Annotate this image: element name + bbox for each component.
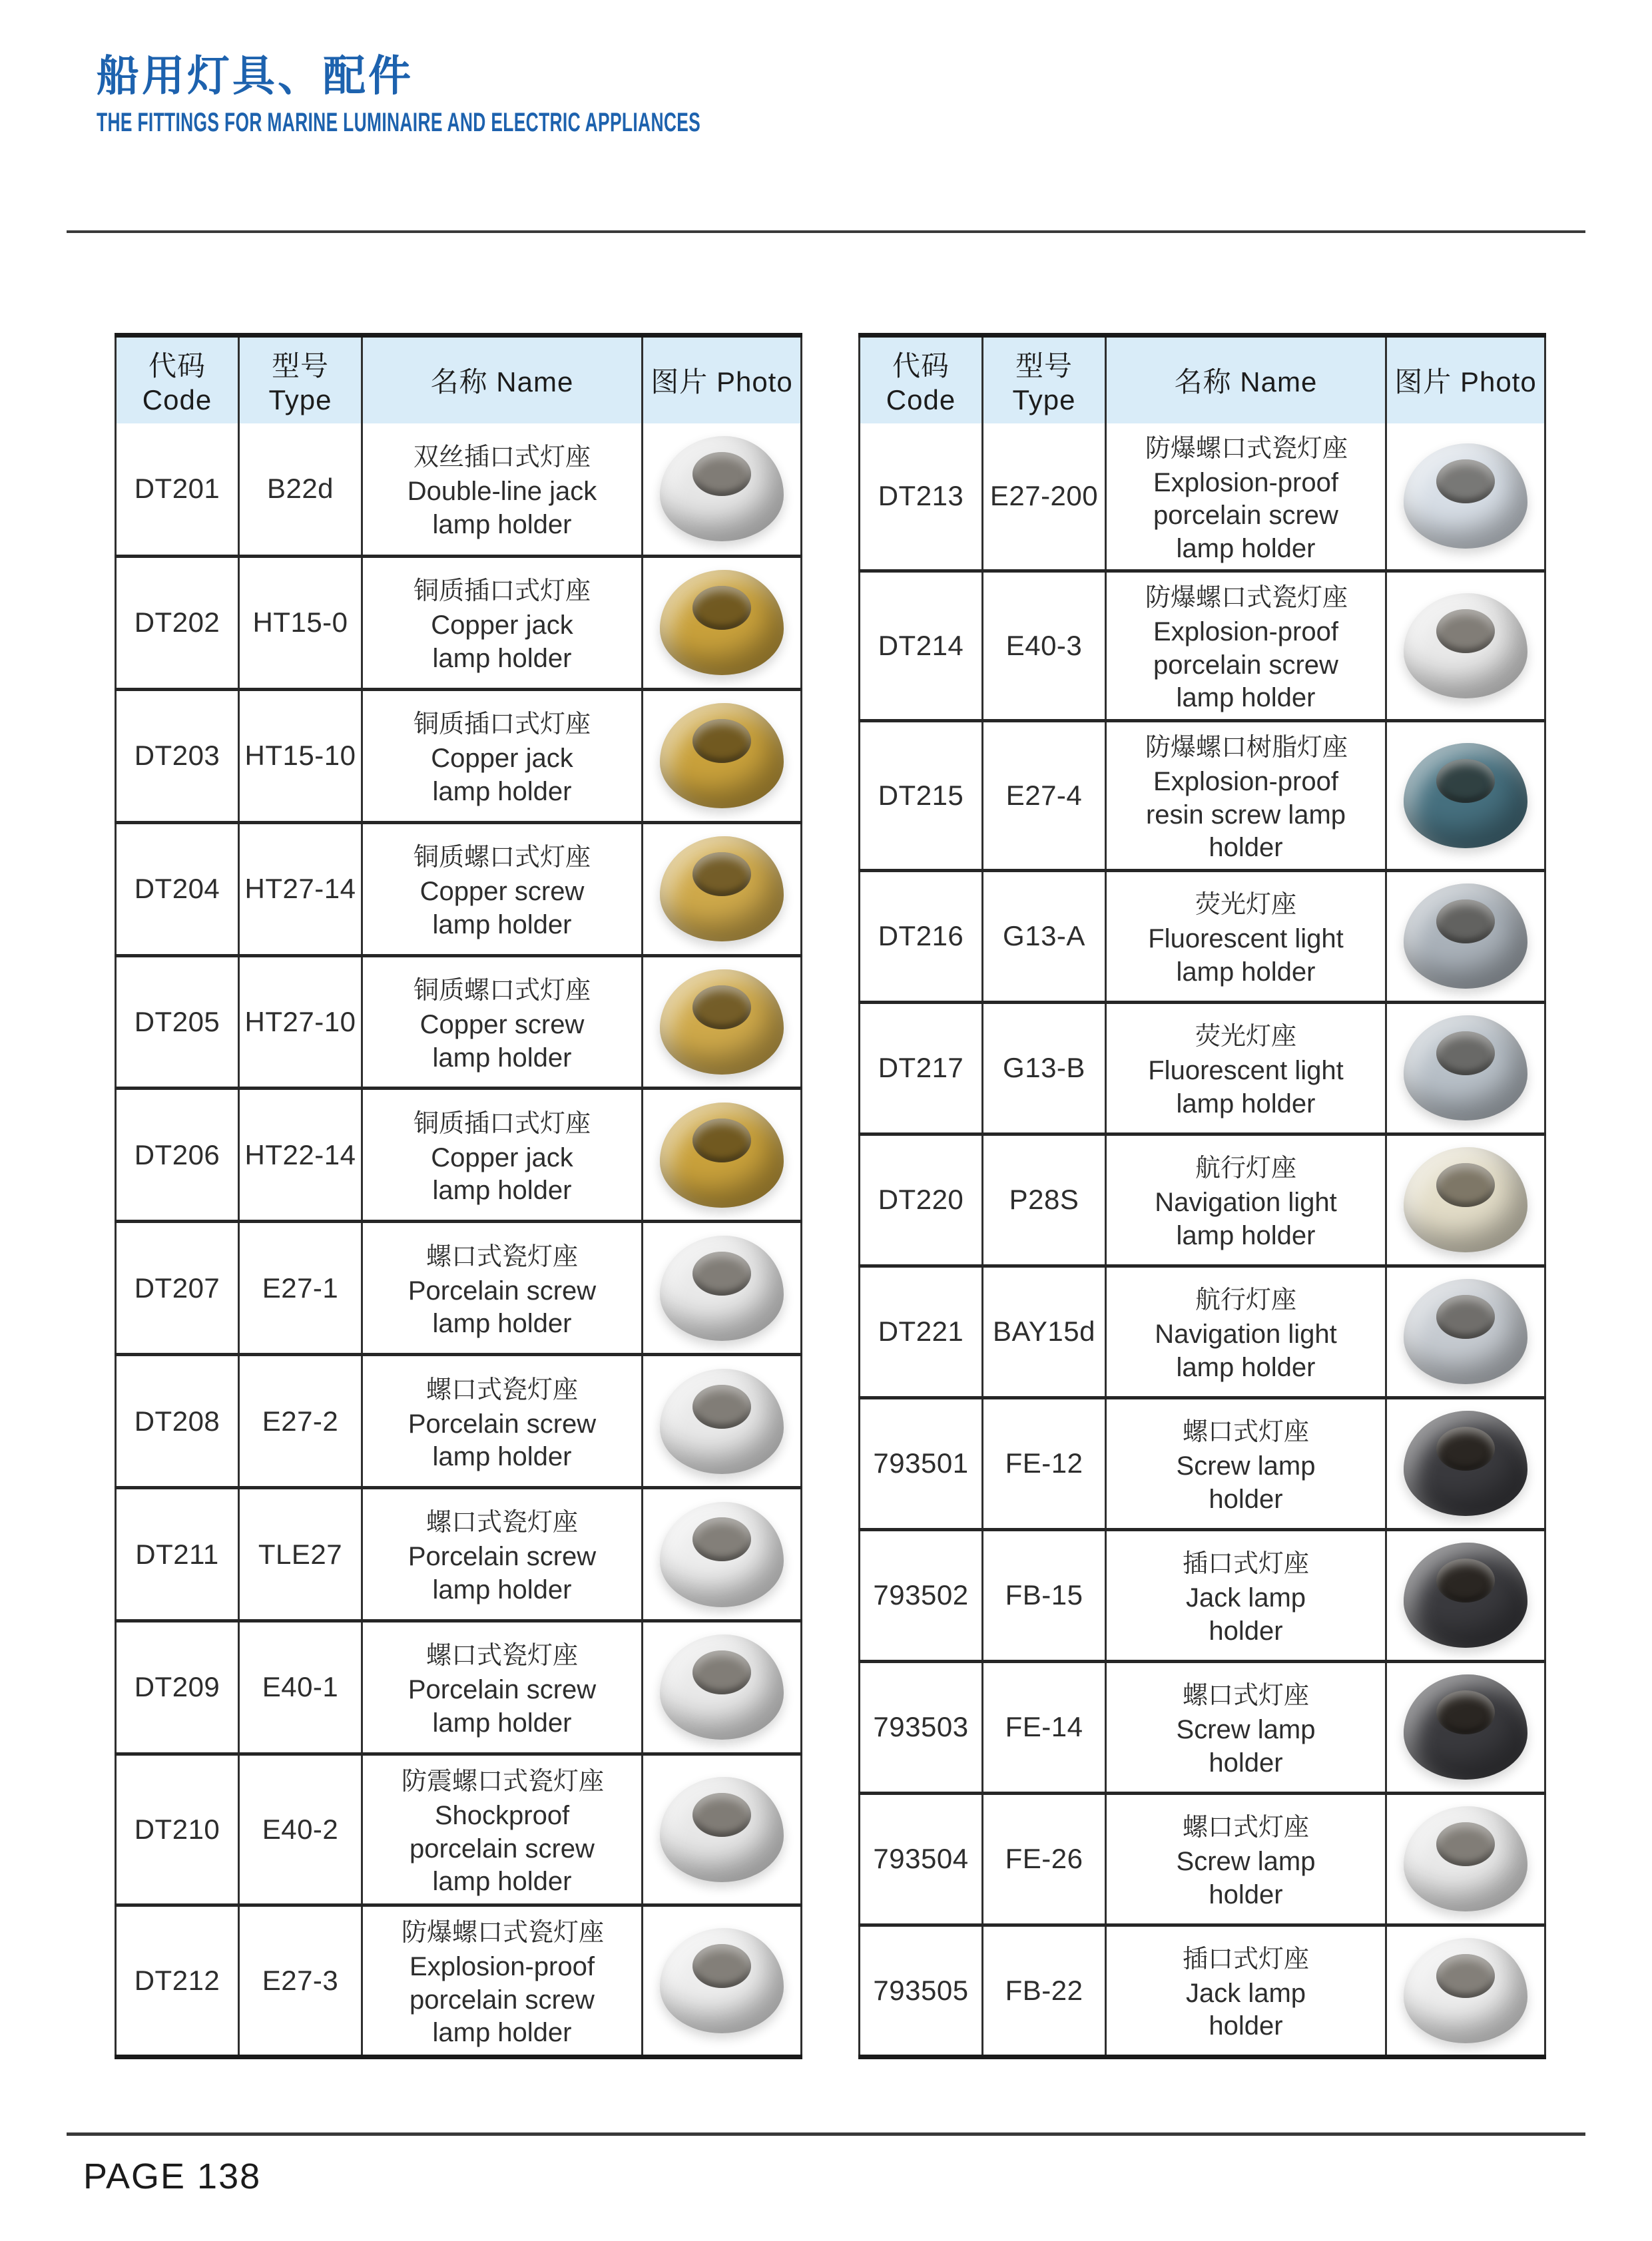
product-name-en: Copper jack lamp holder bbox=[431, 1142, 573, 1206]
lamp-socket-shape bbox=[692, 586, 751, 630]
lamp-socket-shape bbox=[692, 1385, 751, 1429]
table-row bbox=[860, 1793, 1545, 1925]
product-photo bbox=[660, 570, 784, 675]
product-name-en: Double-line jack lamp holder bbox=[407, 477, 597, 539]
table-row bbox=[860, 870, 1545, 1002]
product-name bbox=[1106, 1661, 1386, 1793]
product-code: DT213 bbox=[860, 423, 983, 571]
product-photo-cell bbox=[1386, 870, 1545, 1002]
lamp-socket-shape bbox=[692, 852, 751, 896]
lamp-socket-shape bbox=[1436, 1163, 1495, 1207]
product-name bbox=[1106, 1266, 1386, 1397]
product-photo bbox=[1404, 593, 1527, 698]
product-name bbox=[362, 822, 643, 955]
product-photo-cell bbox=[643, 1621, 802, 1754]
right-product-table bbox=[858, 333, 1546, 2059]
product-name-en: Jack lamp holder bbox=[1185, 1583, 1306, 1646]
product-name bbox=[362, 1222, 643, 1355]
product-code: DT212 bbox=[116, 1905, 239, 2057]
product-name-en: Fluorescent light lamp holder bbox=[1148, 1056, 1344, 1119]
lamp-socket-shape bbox=[692, 1252, 751, 1296]
product-name-zh: 螺口式灯座 bbox=[1182, 1682, 1309, 1710]
product-code: DT214 bbox=[860, 571, 983, 721]
product-name-en: Screw lamp holder bbox=[1176, 1715, 1316, 1778]
table-header-row bbox=[860, 336, 1545, 423]
product-name-en: Porcelain screw lamp holder bbox=[408, 1409, 597, 1472]
product-photo bbox=[660, 1502, 784, 1607]
product-name-en: Jack lamp holder bbox=[1185, 1978, 1306, 2041]
table-row bbox=[860, 1002, 1545, 1134]
product-name-en: Copper jack lamp holder bbox=[431, 744, 573, 806]
product-name-zh: 螺口式瓷灯座 bbox=[425, 1509, 578, 1537]
product-photo bbox=[1404, 1543, 1527, 1648]
col-header-code: 代码 Code bbox=[116, 336, 239, 423]
product-type: HT27-14 bbox=[239, 822, 362, 955]
product-type: E27-4 bbox=[983, 721, 1106, 871]
col-header-name: 名称 Name bbox=[362, 336, 643, 423]
table-row bbox=[116, 955, 802, 1089]
table-header-row bbox=[116, 336, 802, 423]
product-name-en: Screw lamp holder bbox=[1176, 1847, 1316, 1909]
product-name bbox=[362, 689, 643, 822]
product-photo-cell bbox=[1386, 1397, 1545, 1529]
product-type: FE-12 bbox=[983, 1397, 1106, 1529]
product-photo bbox=[1404, 743, 1527, 848]
product-name bbox=[362, 1488, 643, 1621]
product-photo-cell bbox=[1386, 1529, 1545, 1661]
product-name-zh: 防爆螺口树脂灯座 bbox=[1145, 734, 1348, 762]
product-type: FB-15 bbox=[983, 1529, 1106, 1661]
product-name bbox=[1106, 1925, 1386, 2057]
product-name-en: Explosion-proof porcelain screw lamp holder bbox=[1153, 467, 1338, 563]
lamp-socket-shape bbox=[1436, 1295, 1495, 1339]
product-type: B22d bbox=[239, 423, 362, 557]
product-name bbox=[1106, 1002, 1386, 1134]
lamp-socket-shape bbox=[1436, 759, 1495, 803]
product-type: E40-3 bbox=[983, 571, 1106, 721]
product-name-en: Porcelain screw lamp holder bbox=[408, 1675, 597, 1738]
product-code: DT209 bbox=[116, 1621, 239, 1754]
table-row bbox=[116, 1355, 802, 1488]
product-type: FE-14 bbox=[983, 1661, 1106, 1793]
product-type: HT22-14 bbox=[239, 1089, 362, 1222]
product-photo-cell bbox=[1386, 571, 1545, 721]
table-row bbox=[860, 1661, 1545, 1793]
product-code: DT202 bbox=[116, 556, 239, 689]
product-name bbox=[362, 955, 643, 1089]
product-name-zh: 防爆螺口式瓷灯座 bbox=[1145, 584, 1348, 613]
product-name bbox=[362, 423, 643, 557]
product-photo bbox=[660, 1928, 784, 2033]
product-name bbox=[362, 1754, 643, 1905]
product-code: 793502 bbox=[860, 1529, 983, 1661]
product-name-zh: 螺口式瓷灯座 bbox=[425, 1242, 578, 1271]
product-name-zh: 航行灯座 bbox=[1195, 1154, 1296, 1183]
product-name-zh: 铜质螺口式灯座 bbox=[413, 844, 591, 872]
product-type: E27-2 bbox=[239, 1355, 362, 1488]
product-type: HT15-10 bbox=[239, 689, 362, 822]
product-name-zh: 铜质插口式灯座 bbox=[413, 1109, 591, 1138]
lamp-socket-shape bbox=[692, 1517, 751, 1561]
lamp-socket-shape bbox=[692, 1119, 751, 1162]
product-photo bbox=[660, 1369, 784, 1474]
product-name bbox=[362, 1355, 643, 1488]
product-name bbox=[1106, 721, 1386, 871]
col-header-name: 名称 Name bbox=[1106, 336, 1386, 423]
product-code: DT221 bbox=[860, 1266, 983, 1397]
lamp-socket-shape bbox=[1436, 1427, 1495, 1471]
product-type: E40-1 bbox=[239, 1621, 362, 1754]
product-photo bbox=[1404, 1411, 1527, 1516]
product-name-zh: 螺口式瓷灯座 bbox=[425, 1375, 578, 1404]
lamp-socket-shape bbox=[1436, 1822, 1495, 1866]
product-photo bbox=[660, 1634, 784, 1740]
product-photo-cell bbox=[1386, 1134, 1545, 1266]
product-name bbox=[362, 1905, 643, 2057]
product-name-zh: 荧光灯座 bbox=[1195, 891, 1296, 919]
product-name bbox=[1106, 423, 1386, 571]
product-name-en: Shockproof porcelain screw lamp holder bbox=[410, 1800, 595, 1897]
product-code: DT220 bbox=[860, 1134, 983, 1266]
lamp-socket-shape bbox=[1436, 1559, 1495, 1603]
tables-area bbox=[115, 333, 1546, 2059]
product-name bbox=[1106, 1134, 1386, 1266]
product-photo-cell bbox=[1386, 1661, 1545, 1793]
page-title-english: THE FITTINGS FOR MARINE LUMINAIRE AND ELECTRIC APPLIANCES bbox=[97, 107, 701, 137]
page-number: PAGE 138 bbox=[83, 2156, 262, 2196]
product-type: E27-200 bbox=[983, 423, 1106, 571]
header-divider bbox=[67, 230, 1585, 233]
product-type: BAY15d bbox=[983, 1266, 1106, 1397]
product-name bbox=[362, 1621, 643, 1754]
product-code: 793504 bbox=[860, 1793, 983, 1925]
product-name-zh: 铜质插口式灯座 bbox=[413, 577, 591, 606]
table-row bbox=[116, 1754, 802, 1905]
lamp-socket-shape bbox=[1436, 459, 1495, 503]
product-code: DT207 bbox=[116, 1222, 239, 1355]
product-name-zh: 螺口式灯座 bbox=[1182, 1814, 1309, 1842]
table-row bbox=[116, 1905, 802, 2057]
product-photo-cell bbox=[643, 1355, 802, 1488]
product-name-en: Explosion-proof porcelain screw lamp holder bbox=[1153, 617, 1338, 713]
product-photo bbox=[1404, 1938, 1527, 2043]
lamp-socket-shape bbox=[692, 452, 751, 496]
table-row bbox=[860, 1266, 1545, 1397]
lamp-socket-shape bbox=[692, 1793, 751, 1837]
product-type: HT15-0 bbox=[239, 556, 362, 689]
product-code: DT208 bbox=[116, 1355, 239, 1488]
left-product-table bbox=[115, 333, 802, 2059]
col-header-code: 代码 Code bbox=[860, 336, 983, 423]
product-photo bbox=[1404, 1015, 1527, 1120]
product-photo bbox=[660, 436, 784, 541]
lamp-socket-shape bbox=[1436, 1690, 1495, 1734]
product-name-zh: 防震螺口式瓷灯座 bbox=[402, 1767, 605, 1796]
product-name-zh: 防爆螺口式瓷灯座 bbox=[402, 1918, 605, 1947]
table-row bbox=[116, 1089, 802, 1222]
product-photo-cell bbox=[643, 423, 802, 557]
product-name-en: Copper jack lamp holder bbox=[431, 611, 573, 673]
product-name-en: Porcelain screw lamp holder bbox=[408, 1542, 597, 1605]
product-photo bbox=[1404, 443, 1527, 549]
product-photo-cell bbox=[1386, 423, 1545, 571]
product-photo-cell bbox=[1386, 721, 1545, 871]
product-code: DT203 bbox=[116, 689, 239, 822]
lamp-socket-shape bbox=[1436, 1031, 1495, 1075]
product-photo-cell bbox=[643, 1905, 802, 2057]
product-name bbox=[1106, 1793, 1386, 1925]
table-row bbox=[860, 571, 1545, 721]
product-name-en: Navigation light lamp holder bbox=[1155, 1320, 1337, 1382]
product-type: TLE27 bbox=[239, 1488, 362, 1621]
table-row bbox=[116, 1621, 802, 1754]
product-code: DT211 bbox=[116, 1488, 239, 1621]
product-photo-cell bbox=[643, 1754, 802, 1905]
lamp-socket-shape bbox=[692, 719, 751, 763]
product-type: FB-22 bbox=[983, 1925, 1106, 2057]
table-row bbox=[860, 1925, 1545, 2057]
product-type: G13-B bbox=[983, 1002, 1106, 1134]
product-type: P28S bbox=[983, 1134, 1106, 1266]
table-row bbox=[860, 1397, 1545, 1529]
col-header-photo: 图片 Photo bbox=[643, 336, 802, 423]
product-name-zh: 荧光灯座 bbox=[1195, 1023, 1296, 1051]
product-name-en: Navigation light lamp holder bbox=[1155, 1188, 1337, 1250]
product-type: E40-2 bbox=[239, 1754, 362, 1905]
table-row bbox=[116, 689, 802, 822]
product-photo-cell bbox=[643, 689, 802, 822]
product-photo bbox=[660, 1103, 784, 1208]
product-photo bbox=[1404, 1674, 1527, 1780]
table-row bbox=[116, 556, 802, 689]
product-name-en: Porcelain screw lamp holder bbox=[408, 1276, 597, 1339]
product-name-en: Explosion-proof resin screw lamp holder bbox=[1145, 767, 1346, 863]
product-name-zh: 航行灯座 bbox=[1195, 1286, 1296, 1315]
product-photo-cell bbox=[1386, 1266, 1545, 1397]
product-code: DT210 bbox=[116, 1754, 239, 1905]
product-code: DT217 bbox=[860, 1002, 983, 1134]
product-photo bbox=[660, 1777, 784, 1882]
product-photo bbox=[1404, 1279, 1527, 1384]
product-code: DT201 bbox=[116, 423, 239, 557]
product-code: 793503 bbox=[860, 1661, 983, 1793]
product-name bbox=[1106, 1397, 1386, 1529]
product-name-en: Fluorescent light lamp holder bbox=[1148, 924, 1344, 987]
lamp-socket-shape bbox=[1436, 899, 1495, 943]
page-title-chinese: 船用灯具、配件 bbox=[97, 52, 413, 100]
product-photo-cell bbox=[643, 556, 802, 689]
product-photo bbox=[660, 969, 784, 1075]
product-name bbox=[1106, 870, 1386, 1002]
product-photo-cell bbox=[1386, 1925, 1545, 2057]
product-name bbox=[362, 556, 643, 689]
product-code: 793505 bbox=[860, 1925, 983, 2057]
table-row bbox=[116, 423, 802, 557]
product-code: DT215 bbox=[860, 721, 983, 871]
lamp-socket-shape bbox=[1436, 1954, 1495, 1998]
product-photo-cell bbox=[643, 1488, 802, 1621]
product-photo bbox=[660, 703, 784, 808]
product-name-zh: 插口式灯座 bbox=[1182, 1550, 1309, 1579]
lamp-socket-shape bbox=[692, 1650, 751, 1694]
product-code: 793501 bbox=[860, 1397, 983, 1529]
product-name bbox=[1106, 571, 1386, 721]
product-name-zh: 螺口式瓷灯座 bbox=[425, 1642, 578, 1670]
product-photo-cell bbox=[1386, 1793, 1545, 1925]
page-header bbox=[97, 52, 1011, 138]
product-type: G13-A bbox=[983, 870, 1106, 1002]
table-row bbox=[860, 721, 1545, 871]
product-photo-cell bbox=[1386, 1002, 1545, 1134]
product-type: FE-26 bbox=[983, 1793, 1106, 1925]
table-row bbox=[860, 1529, 1545, 1661]
col-header-type: 型号 Type bbox=[239, 336, 362, 423]
table-row bbox=[860, 1134, 1545, 1266]
product-name-zh: 插口式灯座 bbox=[1182, 1945, 1309, 1973]
lamp-socket-shape bbox=[692, 1944, 751, 1988]
product-name-zh: 螺口式灯座 bbox=[1182, 1418, 1309, 1447]
product-name bbox=[1106, 1529, 1386, 1661]
product-name-zh: 铜质螺口式灯座 bbox=[413, 976, 591, 1005]
product-name-zh: 铜质插口式灯座 bbox=[413, 710, 591, 739]
product-photo bbox=[660, 836, 784, 941]
product-photo bbox=[1404, 1147, 1527, 1252]
product-name-en: Screw lamp holder bbox=[1176, 1451, 1316, 1514]
table-row bbox=[116, 1222, 802, 1355]
product-name-en: Copper screw lamp holder bbox=[419, 877, 585, 939]
lamp-socket-shape bbox=[692, 985, 751, 1029]
product-name-en: Copper screw lamp holder bbox=[419, 1009, 585, 1073]
product-photo-cell bbox=[643, 822, 802, 955]
product-code: DT204 bbox=[116, 822, 239, 955]
product-photo bbox=[1404, 1806, 1527, 1911]
product-code: DT206 bbox=[116, 1089, 239, 1222]
product-type: E27-1 bbox=[239, 1222, 362, 1355]
footer-divider bbox=[67, 2132, 1585, 2136]
product-photo bbox=[660, 1236, 784, 1341]
product-name bbox=[362, 1089, 643, 1222]
col-header-type: 型号 Type bbox=[983, 336, 1106, 423]
product-type: E27-3 bbox=[239, 1905, 362, 2057]
product-type: HT27-10 bbox=[239, 955, 362, 1089]
table-row bbox=[116, 822, 802, 955]
product-name-zh: 双丝插口式灯座 bbox=[413, 443, 591, 472]
product-name-zh: 防爆螺口式瓷灯座 bbox=[1145, 434, 1348, 463]
product-photo-cell bbox=[643, 1222, 802, 1355]
table-row bbox=[116, 1488, 802, 1621]
table-row bbox=[860, 423, 1545, 571]
product-code: DT205 bbox=[116, 955, 239, 1089]
col-header-photo: 图片 Photo bbox=[1386, 336, 1545, 423]
lamp-socket-shape bbox=[1436, 609, 1495, 653]
product-code: DT216 bbox=[860, 870, 983, 1002]
product-name-en: Explosion-proof porcelain screw lamp holder bbox=[410, 1951, 595, 2048]
product-photo-cell bbox=[643, 955, 802, 1089]
product-photo-cell bbox=[643, 1089, 802, 1222]
product-photo bbox=[1404, 883, 1527, 989]
